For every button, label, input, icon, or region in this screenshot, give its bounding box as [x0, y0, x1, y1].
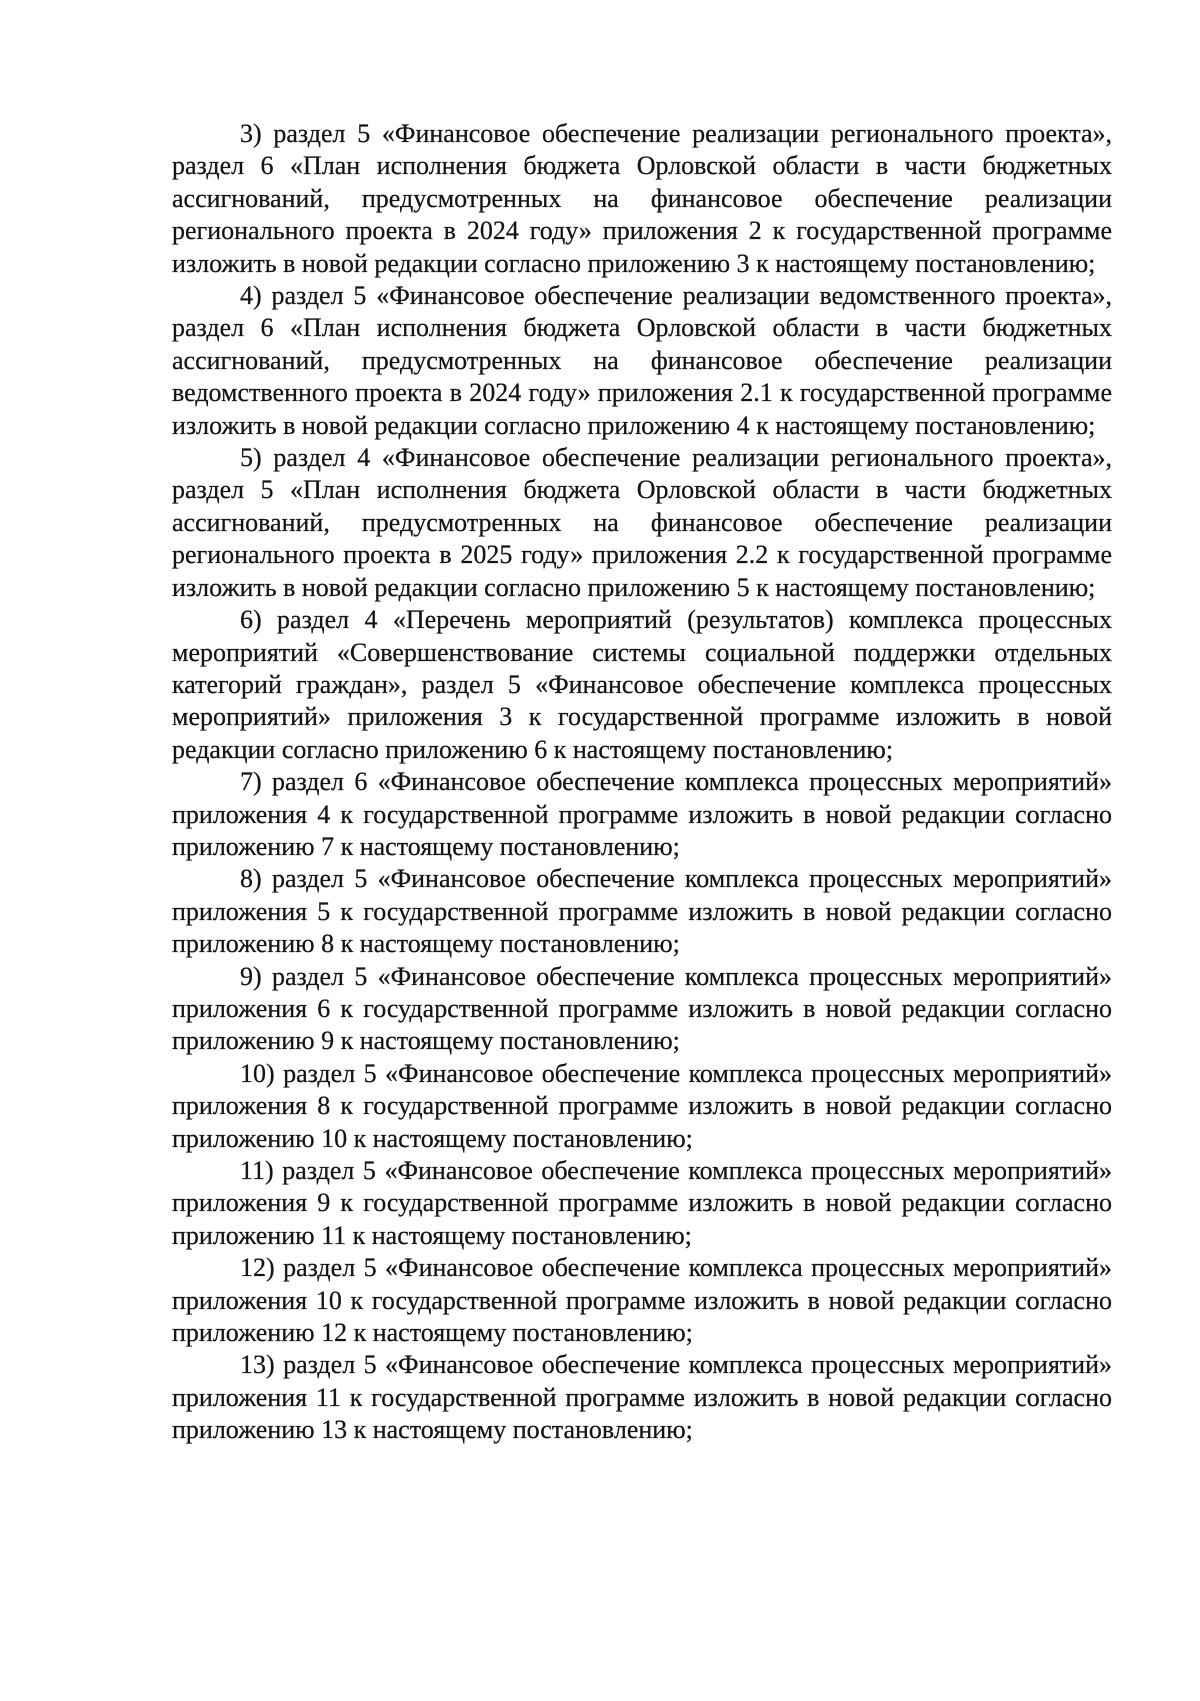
list-item-9: 9) раздел 5 «Финансовое обеспечение комплекса процессных мероприятий» приложения 6 к государственной программе изложить в новой редакции согласно приложению 9 к настоящему постановлению; — [172, 961, 1112, 1056]
list-item-13: 13) раздел 5 «Финансовое обеспечение комплекса процессных мероприятий» приложения 11 к государственной программе изложить в новой редакции согласно приложению 13 к настоящему постановлению; — [172, 1350, 1112, 1445]
document-body — [172, 118, 1112, 1447]
list-item-7: 7) раздел 6 «Финансовое обеспечение комплекса процессных мероприятий» приложения 4 к государственной программе изложить в новой редакции согласно приложению 7 к настоящему постановлению; — [172, 767, 1112, 861]
list-item-10: 10) раздел 5 «Финансовое обеспечение комплекса процессных мероприятий» приложения 8 к государственной программе изложить в новой редакции согласно приложению 10 к настоящему постановлению; — [172, 1058, 1112, 1153]
list-item-4: 4) раздел 5 «Финансовое обеспечение реализации ведомственного проекта», раздел 6 «План исполнения бюджета Орловской области в части бюджетных ассигнований, предусмотренных на финансовое обеспечение реализации ведомственного проекта в 2024 году» приложения 2.1 к государственной программе изложить в новой редакции согласно приложению 4 к настоящему постановлению; — [172, 281, 1112, 440]
list-item-3: 3) раздел 5 «Финансовое обеспечение реализации регионального проекта», раздел 6 «План исполнения бюджета Орловской области в части бюджетных ассигнований, предусмотренных на финансовое обеспечение реализации регионального проекта в 2024 году» приложения 2 к государственной программе изложить в новой редакции согласно приложению 3 к настоящему постановлению; — [172, 119, 1112, 278]
list-item-11: 11) раздел 5 «Финансовое обеспечение комплекса процессных мероприятий» приложения 9 к государственной программе изложить в новой редакции согласно приложению 11 к настоящему постановлению; — [172, 1156, 1112, 1250]
list-item-8: 8) раздел 5 «Финансовое обеспечение комплекса процессных мероприятий» приложения 5 к государственной программе изложить в новой редакции согласно приложению 8 к настоящему постановлению; — [172, 864, 1112, 959]
list-item-5: 5) раздел 4 «Финансовое обеспечение реализации регионального проекта», раздел 5 «План исполнения бюджета Орловской области в части бюджетных ассигнований, предусмотренных на финансовое обеспечение реализации регионального проекта в 2025 году» приложения 2.2 к государственной программе изложить в новой редакции согласно приложению 5 к настоящему постановлению; — [172, 443, 1112, 602]
list-item-12: 12) раздел 5 «Финансовое обеспечение комплекса процессных мероприятий» приложения 10 к государственной программе изложить в новой редакции согласно приложению 12 к настоящему постановлению; — [172, 1253, 1112, 1348]
list-item-6: 6) раздел 4 «Перечень мероприятий (результатов) комплекса процессных мероприятий «Совершенствование системы социальной поддержки отдельных категорий граждан», раздел 5 «Финансовое обеспечение комплекса процессных мероприятий» приложения 3 к государственной программе изложить в новой редакции согласно приложению 6 к настоящему постановлению; — [172, 605, 1112, 764]
